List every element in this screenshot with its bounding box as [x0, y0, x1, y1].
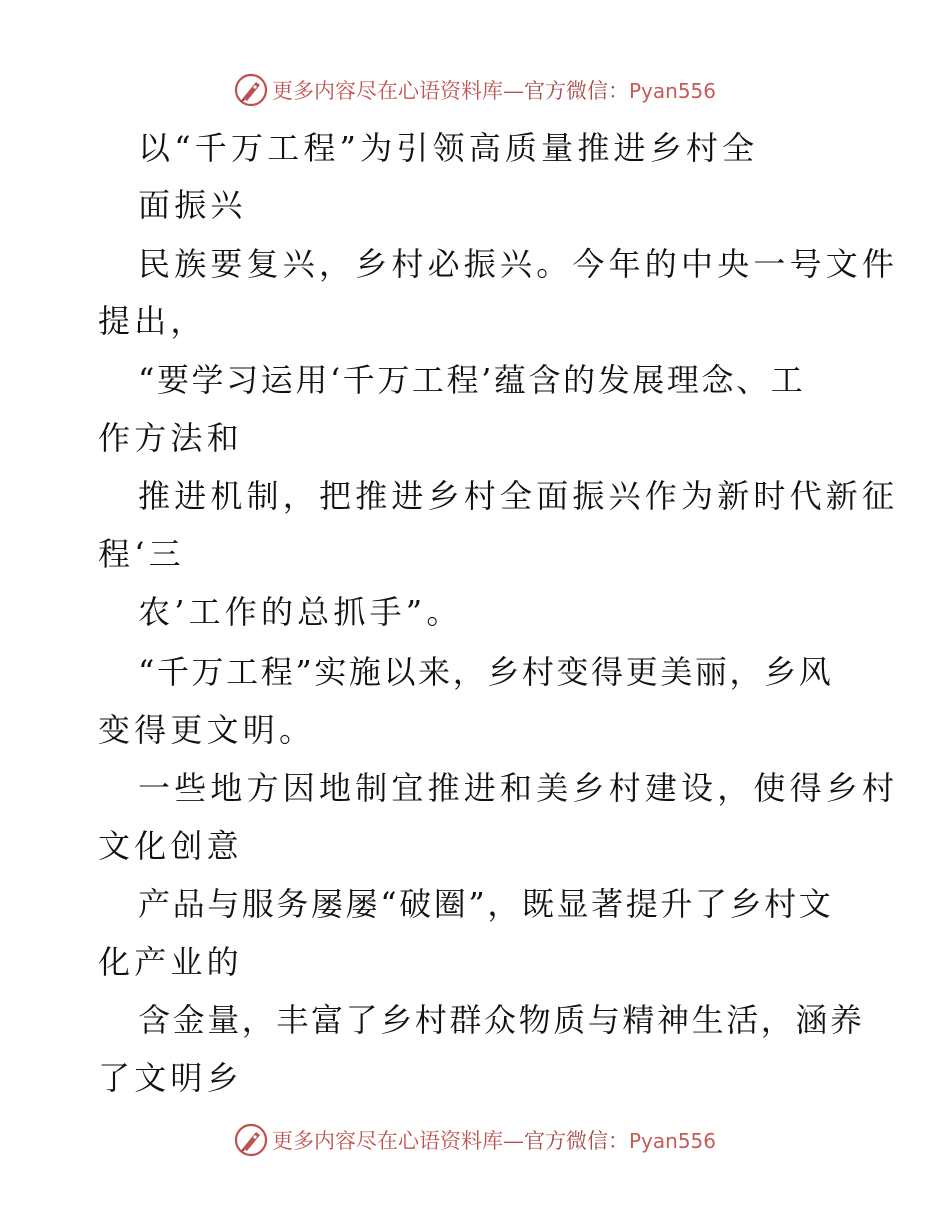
- doc-title-line-2: 面振兴: [138, 186, 247, 224]
- doc-text-line: 农’工作的总抓手”。: [138, 593, 463, 631]
- footer-site-text: 更多内容尽在心语资料库: [271, 1129, 503, 1153]
- header-site-text: 更多内容尽在心语资料库: [271, 79, 503, 103]
- doc-text-line: 化产业的: [98, 943, 243, 981]
- doc-text-line: 产品与服务屡屡“破圈”，既显著提升了乡村文: [138, 885, 834, 923]
- doc-text-line: 民族要复兴，乡村必振兴。今年的中央一号文件: [138, 245, 899, 283]
- footer-dash: —: [502, 1129, 524, 1153]
- doc-title-line-1: 以“千万工程”为引领高质量推进乡村全: [138, 129, 759, 167]
- doc-text-line: 一些地方因地制宜推进和美乡村建设，使得乡村: [138, 769, 899, 807]
- doc-text-line: 提出，: [98, 302, 207, 340]
- doc-text-line: “千万工程”实施以来，乡村变得更美丽，乡风: [138, 653, 834, 691]
- footer-banner: [0, 1120, 950, 1160]
- header-dash: —: [502, 79, 524, 103]
- doc-text-line: 了文明乡: [98, 1059, 243, 1097]
- doc-text-line: 变得更文明。: [98, 711, 316, 749]
- footer-wechat-id: Pyan556: [628, 1129, 716, 1153]
- doc-text-line: 推进机制，把推进乡村全面振兴作为新时代新征: [138, 477, 899, 515]
- doc-text-line: 作方法和: [98, 419, 243, 457]
- footer-banner-text: [272, 1125, 716, 1155]
- doc-text-line: 含金量，丰富了乡村群众物质与精神生活，涵养: [138, 1001, 865, 1039]
- doc-text-line: 文化创意: [98, 827, 243, 865]
- doc-text-line: “要学习运用‘千万工程’蕴含的发展理念、工: [138, 361, 806, 399]
- footer-wechat-label: 官方微信：: [523, 1129, 629, 1153]
- pen-logo-icon: [234, 1123, 268, 1157]
- header-wechat-label: 官方微信：: [523, 79, 629, 103]
- header-wechat-id: Pyan556: [628, 79, 716, 103]
- doc-text-line: 程‘三: [98, 535, 185, 573]
